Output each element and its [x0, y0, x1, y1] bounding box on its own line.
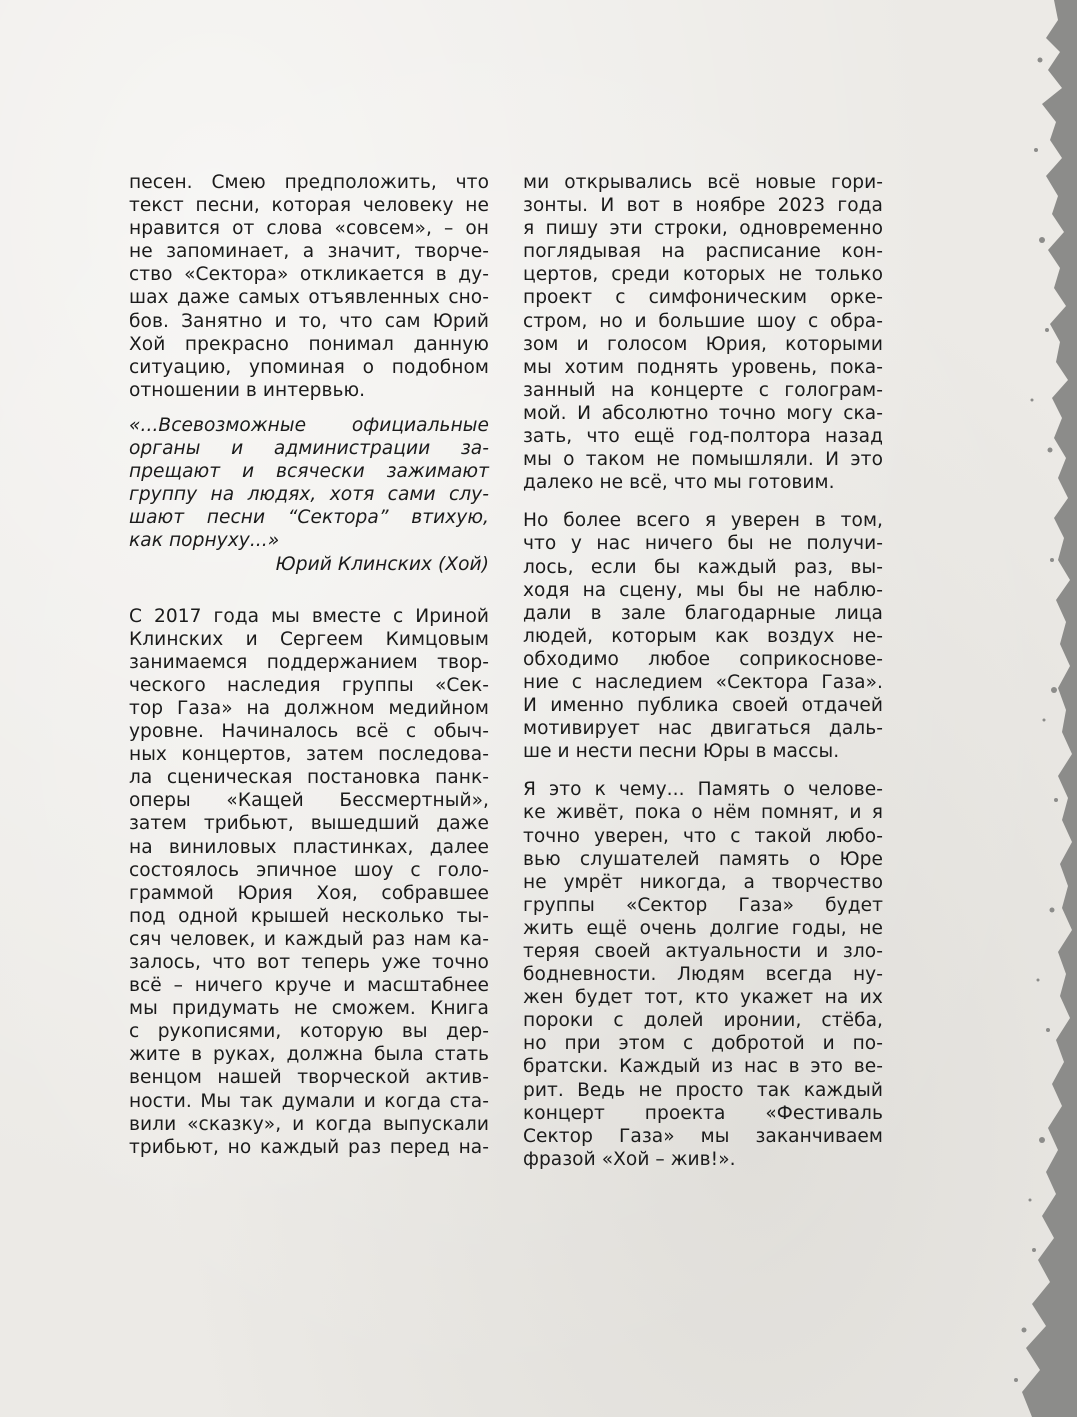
text-line: поглядывая на расписание кон-: [523, 241, 883, 263]
text-line: не запоминает, а значит, творче-: [129, 241, 489, 263]
text-line: тор Газа» на должном медийном: [129, 697, 489, 719]
text-line: нравится от слова «совсем», – он: [129, 218, 489, 240]
text-line: точно уверен, что с такой любо-: [523, 825, 883, 847]
quote-line: органы и администрации за-: [129, 438, 489, 460]
text-line: оперы «Кащей Бессмертный»,: [129, 790, 489, 812]
text-line: состоялось эпичное шоу с голо-: [129, 859, 489, 881]
text-line: отношении в интервью.: [129, 379, 366, 401]
text-line: занный на концерте с голограм-: [523, 379, 883, 401]
text-line: затем трибьют, вышедший даже: [129, 813, 489, 835]
text-line: Но более всего я уверен в том,: [523, 510, 883, 532]
quote-line: группу на людях, хотя сами слу-: [129, 484, 489, 506]
text-line: венцом нашей творческой актив-: [129, 1067, 489, 1089]
text-line: ческого наследия группы «Сек-: [129, 674, 489, 696]
text-line: цертов, среди которых не только: [523, 264, 883, 286]
text-line: концерт проекта «Фестиваль: [523, 1102, 883, 1124]
text-line: мотивирует нас двигаться даль-: [523, 718, 883, 740]
text-line: далеко не всё, что мы готовим.: [523, 472, 835, 494]
text-line: шах даже самых отъявленных сно-: [129, 287, 489, 309]
text-line: вью слушателей память о Юре: [523, 848, 883, 870]
text-line: С 2017 года мы вместе с Ириной: [129, 605, 489, 627]
right-column: [523, 171, 883, 1171]
text-line: мы придумать не сможем. Книга: [129, 998, 489, 1020]
text-line: трибьют, но каждый раз перед на-: [129, 1136, 489, 1158]
text-line: но при этом с добротой и по-: [523, 1033, 883, 1055]
text-line: что у нас ничего бы не получи-: [523, 533, 883, 555]
left-column: [129, 171, 489, 1159]
text-line: ла сценическая постановка панк-: [129, 767, 489, 789]
text-line: ходя на сцену, мы бы не наблю-: [523, 579, 883, 601]
text-line: людей, которым как воздух не-: [523, 625, 883, 647]
text-line: на виниловых пластинках, далее: [129, 836, 489, 858]
text-line: Клинских и Сергеем Кимцовым: [129, 628, 489, 650]
text-line: Я это к чему... Память о челове-: [523, 779, 883, 801]
text-line: граммой Юрия Хоя, собравшее: [129, 882, 489, 904]
grunge-edge-decoration: [1002, 0, 1077, 1417]
text-line: зонты. И вот в ноябре 2023 года: [523, 195, 883, 217]
text-line: мой. И абсолютно точно могу ска-: [523, 402, 883, 424]
text-line: зать, что ещё год-полтора назад: [523, 426, 883, 448]
text-line: Сектор Газа» мы заканчиваем: [523, 1125, 883, 1147]
text-line: всё – ничего круче и масштабнее: [129, 975, 489, 997]
text-line: уровне. Начиналось всё с обыч-: [129, 721, 489, 743]
text-line: И именно публика своей отдачей: [523, 695, 883, 717]
text-line: Хой прекрасно понимал данную: [129, 333, 489, 355]
blockquote: [129, 414, 489, 576]
text-line: я пишу эти строки, одновременно: [523, 218, 883, 240]
text-line: стром, но и большие шоу с обра-: [523, 310, 883, 332]
paragraph: [523, 778, 883, 1171]
quote-line: «...Всевозможные официальные: [129, 414, 489, 436]
text-line: песен. Смею предположить, что: [129, 172, 489, 193]
paragraph: [129, 605, 489, 1159]
text-line: текст песни, которая человеку не: [129, 195, 489, 217]
text-line: залось, что вот теперь уже точно: [129, 952, 489, 973]
text-line: ности. Мы так думали и когда ста-: [129, 1090, 489, 1112]
text-line: зом и голосом Юрия, которыми: [523, 333, 883, 355]
text-line: не умрёт никогда, а творчество: [523, 871, 883, 893]
text-line: обходимо любое соприкоснове-: [523, 648, 883, 670]
text-line: лось, если бы каждый раз, вы-: [523, 556, 883, 578]
paragraph: [129, 171, 489, 402]
text-line: вили «сказку», и когда выпускали: [129, 1113, 489, 1135]
quote-author: Юрий Клинских (Хой): [275, 553, 489, 575]
text-line: жен будет тот, кто укажет на их: [523, 987, 883, 1009]
quote-line: прещают и всячески зажимают: [129, 461, 489, 483]
text-line: фразой «Хой – жив!».: [523, 1148, 736, 1170]
text-line: проект с симфоническим орке-: [523, 287, 883, 309]
text-line: группы «Сектор Газа» будет: [523, 894, 883, 916]
text-line: дали в зале благодарные лица: [523, 602, 883, 624]
text-line: теряя своей актуальности и зло-: [523, 941, 883, 962]
text-line: сяч человек, и каждый раз нам ка-: [129, 928, 489, 950]
text-line: ми открывались всё новые гори-: [523, 172, 883, 193]
text-line: ше и нести песни Юры в массы.: [523, 741, 840, 763]
paragraph: [523, 509, 883, 763]
text-line: ние с наследием «Сектора Газа».: [523, 671, 883, 693]
text-line: рит. Ведь не просто так каждый: [523, 1079, 883, 1101]
paragraph: [523, 171, 883, 494]
text-line: мы о таком не помышляли. И это: [523, 449, 883, 471]
quote-line: как порнуху...»: [129, 530, 280, 552]
text-line: пороки с долей иронии, стёба,: [523, 1010, 883, 1032]
text-line: бов. Занятно и то, что сам Юрий: [129, 310, 489, 332]
quote-line: шают песни “Сектора” втихую,: [129, 507, 489, 529]
text-line: мы хотим поднять уровень, пока-: [523, 356, 883, 378]
text-line: под одной крышей несколько ты-: [129, 905, 489, 927]
text-line: жите в руках, должна была стать: [129, 1044, 489, 1066]
text-line: ство «Сектора» откликается в ду-: [129, 264, 489, 286]
text-line: жить ещё очень долгие годы, не: [523, 917, 883, 939]
text-line: ке живёт, пока о нём помнят, и я: [523, 802, 883, 824]
text-line: ных концертов, затем последова-: [129, 744, 489, 766]
text-line: ситуацию, упоминая о подобном: [129, 356, 489, 378]
text-line: бодневности. Людям всегда ну-: [523, 964, 883, 986]
text-line: с рукописями, которую вы дер-: [129, 1021, 489, 1043]
text-line: занимаемся поддержанием твор-: [129, 651, 489, 673]
text-line: братски. Каждый из нас в это ве-: [523, 1056, 883, 1078]
